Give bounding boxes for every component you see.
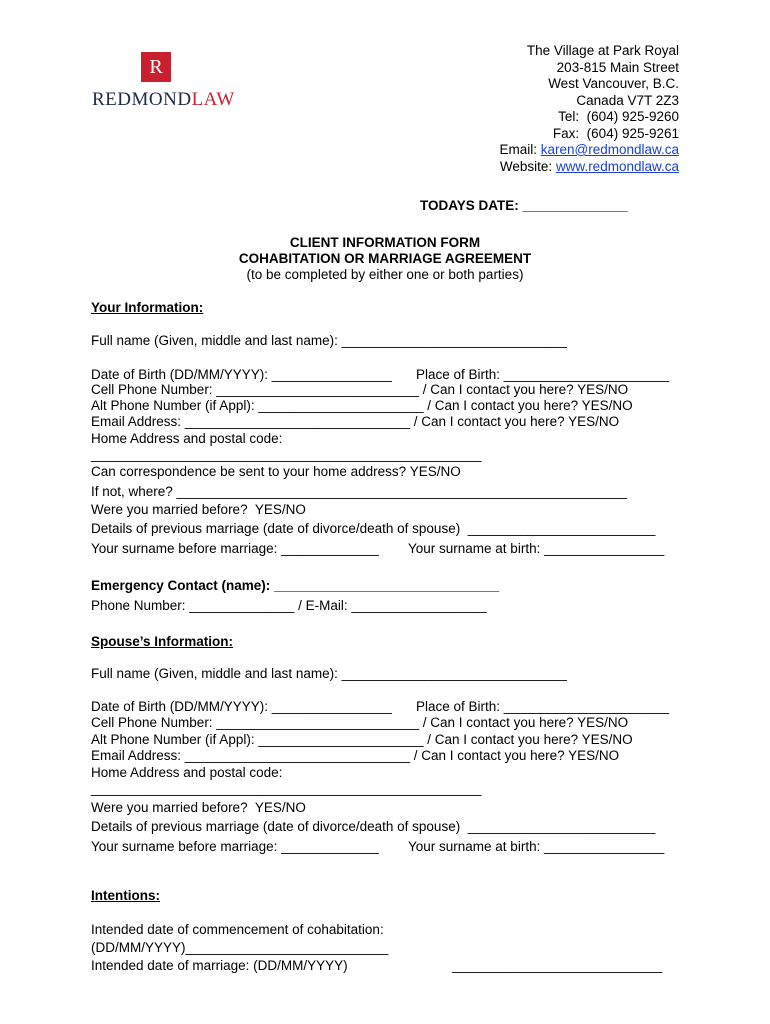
todays-date[interactable]: TODAYS DATE: ______________ bbox=[420, 198, 628, 213]
spouse-home-address-line[interactable]: ____________________________________________________ bbox=[91, 781, 482, 796]
section-heading-spouse-info: Spouse’s Information: bbox=[91, 634, 234, 649]
your-email-field[interactable]: Email Address: ______________________________ / Can I contact you here? YES/NO bbox=[91, 414, 620, 429]
logo-text-part1: REDMOND bbox=[92, 89, 192, 110]
marriage-date-field[interactable]: ____________________________ bbox=[452, 958, 663, 973]
section-heading-your-info: Your Information: bbox=[91, 300, 204, 315]
logo-text-part2: LAW bbox=[191, 89, 235, 110]
address-line4: Canada V7T 2Z3 bbox=[576, 92, 679, 108]
logo-mark: R bbox=[141, 52, 171, 82]
website-label: Website: bbox=[499, 158, 556, 174]
your-place-of-birth-field[interactable]: Place of Birth: ______________________ bbox=[416, 367, 669, 382]
spouse-surname-birth-field[interactable]: Your surname at birth: ________________ bbox=[408, 839, 665, 854]
cohabitation-date-field[interactable]: (DD/MM/YYYY)___________________________ bbox=[91, 940, 389, 955]
firm-address bbox=[419, 43, 679, 175]
spouse-previous-marriage-field[interactable]: Details of previous marriage (date of divorce/death of spouse) _________________________ bbox=[91, 819, 656, 834]
your-cell-field[interactable]: Cell Phone Number: ___________________________ / Can I contact you here? YES/NO bbox=[91, 382, 629, 397]
spouse-home-address-label: Home Address and postal code: bbox=[91, 765, 283, 780]
form-subtitle: COHABITATION OR MARRIAGE AGREEMENT bbox=[238, 251, 532, 266]
spouse-place-of-birth-field[interactable]: Place of Birth: ______________________ bbox=[416, 699, 669, 714]
spouse-married-before-question[interactable]: Were you married before? YES/NO bbox=[91, 800, 306, 815]
your-home-address-label: Home Address and postal code: bbox=[91, 431, 283, 446]
your-correspondence-question[interactable]: Can correspondence be sent to your home address? YES/NO bbox=[91, 464, 461, 479]
email-link[interactable]: karen@redmondlaw.ca bbox=[540, 142, 679, 157]
fax: Fax: (604) 925-9261 bbox=[552, 125, 679, 141]
address-line3: West Vancouver, B.C. bbox=[548, 76, 679, 91]
spouse-cell-field[interactable]: Cell Phone Number: ___________________________ / Can I contact you here? YES/NO bbox=[91, 715, 629, 730]
website-line bbox=[419, 159, 679, 176]
form-instructions: (to be completed by either one or both parties) bbox=[246, 267, 524, 282]
logo bbox=[92, 88, 235, 112]
address-line2: 203-815 Main Street bbox=[556, 59, 679, 75]
your-alt-address-field[interactable]: If not, where? ____________________________________________________________ bbox=[91, 484, 628, 499]
email-label: Email: bbox=[499, 142, 541, 157]
your-surname-before-field[interactable]: Your surname before marriage: _____________ bbox=[91, 541, 379, 556]
form-title: CLIENT INFORMATION FORM bbox=[289, 235, 481, 250]
your-dob-field[interactable]: Date of Birth (DD/MM/YYYY): ________________ bbox=[91, 367, 392, 382]
spouse-full-name-field[interactable]: Full name (Given, middle and last name): ______________________________ bbox=[91, 666, 567, 681]
your-married-before-question[interactable]: Were you married before? YES/NO bbox=[91, 502, 306, 517]
spouse-email-field[interactable]: Email Address: ______________________________ / Can I contact you here? YES/NO bbox=[91, 748, 620, 763]
section-heading-intentions: Intentions: bbox=[91, 888, 160, 903]
telephone: Tel: (604) 925-9260 bbox=[558, 109, 679, 124]
emergency-contact-field[interactable]: Emergency Contact (name): ______________________________ bbox=[91, 578, 500, 593]
your-surname-birth-field[interactable]: Your surname at birth: ________________ bbox=[408, 541, 665, 556]
spouse-surname-before-field[interactable]: Your surname before marriage: _____________ bbox=[91, 839, 379, 854]
your-previous-marriage-field[interactable]: Details of previous marriage (date of divorce/death of spouse) _________________________ bbox=[91, 521, 656, 536]
website-link[interactable]: www.redmondlaw.ca bbox=[555, 158, 679, 174]
emergency-phone-email-field[interactable]: Phone Number: ______________ / E-Mail: __________________ bbox=[91, 598, 487, 613]
your-full-name-field[interactable]: Full name (Given, middle and last name): ______________________________ bbox=[91, 333, 567, 348]
your-home-address-line[interactable]: ____________________________________________________ bbox=[91, 447, 482, 462]
cohabitation-date-label: Intended date of commencement of cohabitation: bbox=[91, 922, 384, 937]
spouse-dob-field[interactable]: Date of Birth (DD/MM/YYYY): ________________ bbox=[91, 699, 392, 714]
email-line bbox=[419, 142, 679, 159]
spouse-alt-phone-field[interactable]: Alt Phone Number (if Appl): ______________________ / Can I contact you here? YES/NO bbox=[91, 732, 633, 747]
your-alt-phone-field[interactable]: Alt Phone Number (if Appl): ______________________ / Can I contact you here? YES/NO bbox=[91, 398, 633, 413]
marriage-date-label: Intended date of marriage: (DD/MM/YYYY) bbox=[91, 958, 348, 973]
address-line1: The Village at Park Royal bbox=[526, 43, 679, 58]
